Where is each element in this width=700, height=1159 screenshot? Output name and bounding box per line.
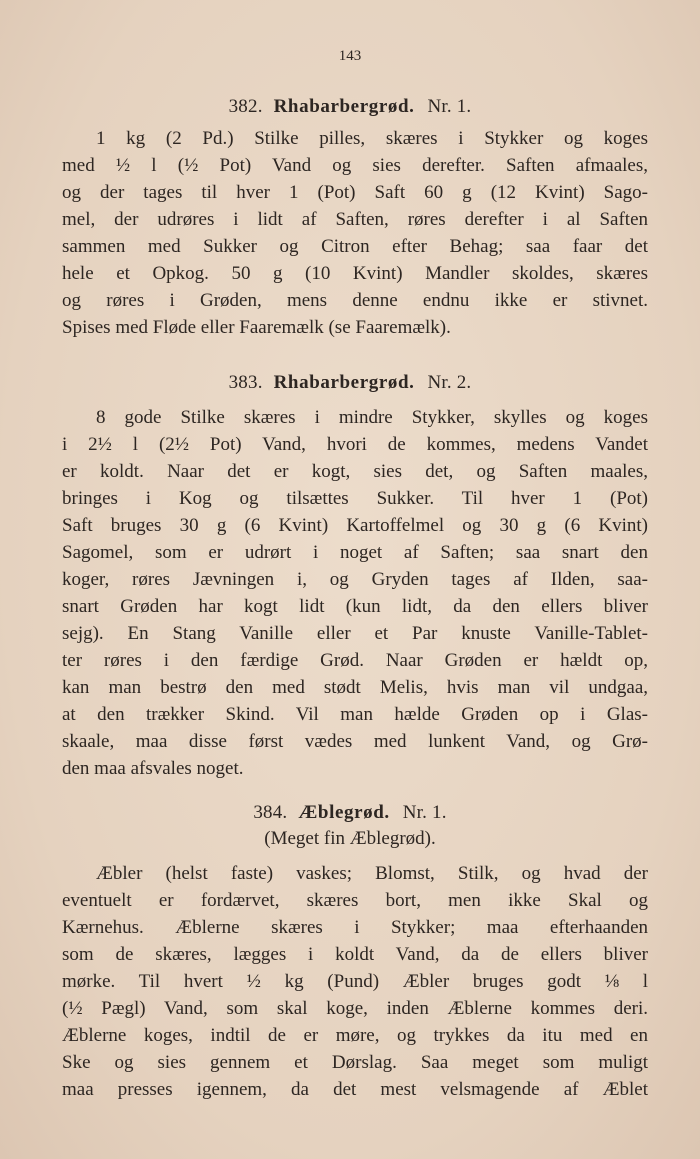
recipe-title: Rhabarbergrød. xyxy=(273,96,415,117)
recipe-384-heading xyxy=(0,802,700,824)
text-line: og der tages til hver 1 (Pot) Saft 60 g (12 Kvint) Sago- xyxy=(62,182,648,203)
text-line: er koldt. Naar det er kogt, sies det, og Saften maales, xyxy=(62,461,648,482)
text-line: Spises med Fløde eller Faaremælk (se Faaremælk). xyxy=(62,317,451,338)
text-line: skaale, maa disse først vædes med lunkent Vand, og Grø- xyxy=(62,731,648,752)
text-line: Æbler (helst faste) vaskes; Blomst, Stilk, og hvad der xyxy=(96,863,648,884)
text-line: koger, røres Jævningen i, og Gryden tages af Ilden, saa- xyxy=(62,569,648,590)
text-line: Saft bruges 30 g (6 Kvint) Kartoffelmel og 30 g (6 Kvint) xyxy=(62,515,648,536)
text-line: maa presses igennem, da det mest velsmagende af Æblet xyxy=(62,1079,648,1100)
text-line: 1 kg (2 Pd.) Stilke pilles, skæres i Stykker og koges xyxy=(96,128,648,149)
text-line: med ½ l (½ Pot) Vand og sies derefter. Saften afmaales, xyxy=(62,155,648,176)
text-line: Æblerne koges, indtil de er møre, og trykkes da itu med en xyxy=(62,1025,648,1046)
text-line: at den trækker Skind. Vil man hælde Grøden op i Glas- xyxy=(62,704,648,725)
recipe-number: 384. xyxy=(253,802,288,823)
recipe-number: 382. xyxy=(228,96,263,117)
text-line: kan man bestrø den med stødt Melis, hvis man vil undgaa, xyxy=(62,677,648,698)
text-line: hele et Opkog. 50 g (10 Kvint) Mandler skoldes, skæres xyxy=(62,263,648,284)
text-line: (½ Pægl) Vand, som skal koge, inden Æblerne kommes deri. xyxy=(62,998,648,1019)
text-line: Ske og sies gennem et Dørslag. Saa meget som muligt xyxy=(62,1052,648,1073)
recipe-title: Rhabarbergrød. xyxy=(273,372,415,393)
text-line: Sagomel, som er udrørt i noget af Saften; saa snart den xyxy=(62,542,648,563)
recipe-number: 383. xyxy=(228,372,263,393)
recipe-title: Æblegrød. xyxy=(298,802,390,823)
text-line: og røres i Grøden, mens denne endnu ikke er stivnet. xyxy=(62,290,648,311)
recipe-nr: Nr. 1. xyxy=(427,96,472,117)
text-line: ter røres i den færdige Grød. Naar Grøden er hældt op, xyxy=(62,650,648,671)
text-line: som de skæres, lægges i koldt Vand, da de ellers bliver xyxy=(62,944,648,965)
text-line: sejg). En Stang Vanille eller et Par knuste Vanille-Tablet- xyxy=(62,623,648,644)
text-line: eventuelt er fordærvet, skæres bort, men ikke Skal og xyxy=(62,890,648,911)
recipe-nr: Nr. 2. xyxy=(427,372,472,393)
text-line: mel, der udrøres i lidt af Saften, røres derefter i al Saften xyxy=(62,209,648,230)
page-number: 143 xyxy=(338,48,362,64)
text-line: snart Grøden har kogt lidt (kun lidt, da den ellers bliver xyxy=(62,596,648,617)
recipe-382-heading xyxy=(0,96,700,118)
text-line: 8 gode Stilke skæres i mindre Stykker, skylles og koges xyxy=(96,407,648,428)
recipe-subtitle: (Meget fin Æblegrød). xyxy=(264,828,436,849)
recipe-nr: Nr. 1. xyxy=(402,802,447,823)
text-line: Kærnehus. Æblerne skæres i Stykker; maa efterhaanden xyxy=(62,917,648,938)
text-line: den maa afsvales noget. xyxy=(62,758,244,779)
text-line: i 2½ l (2½ Pot) Vand, hvori de kommes, medens Vandet xyxy=(62,434,648,455)
text-line: mørke. Til hvert ½ kg (Pund) Æbler bruges godt ⅛ l xyxy=(62,971,648,992)
text-line: sammen med Sukker og Citron efter Behag; saa faar det xyxy=(62,236,648,257)
text-line: bringes i Kog og tilsættes Sukker. Til hver 1 (Pot) xyxy=(62,488,648,509)
recipe-383-heading xyxy=(0,372,700,394)
